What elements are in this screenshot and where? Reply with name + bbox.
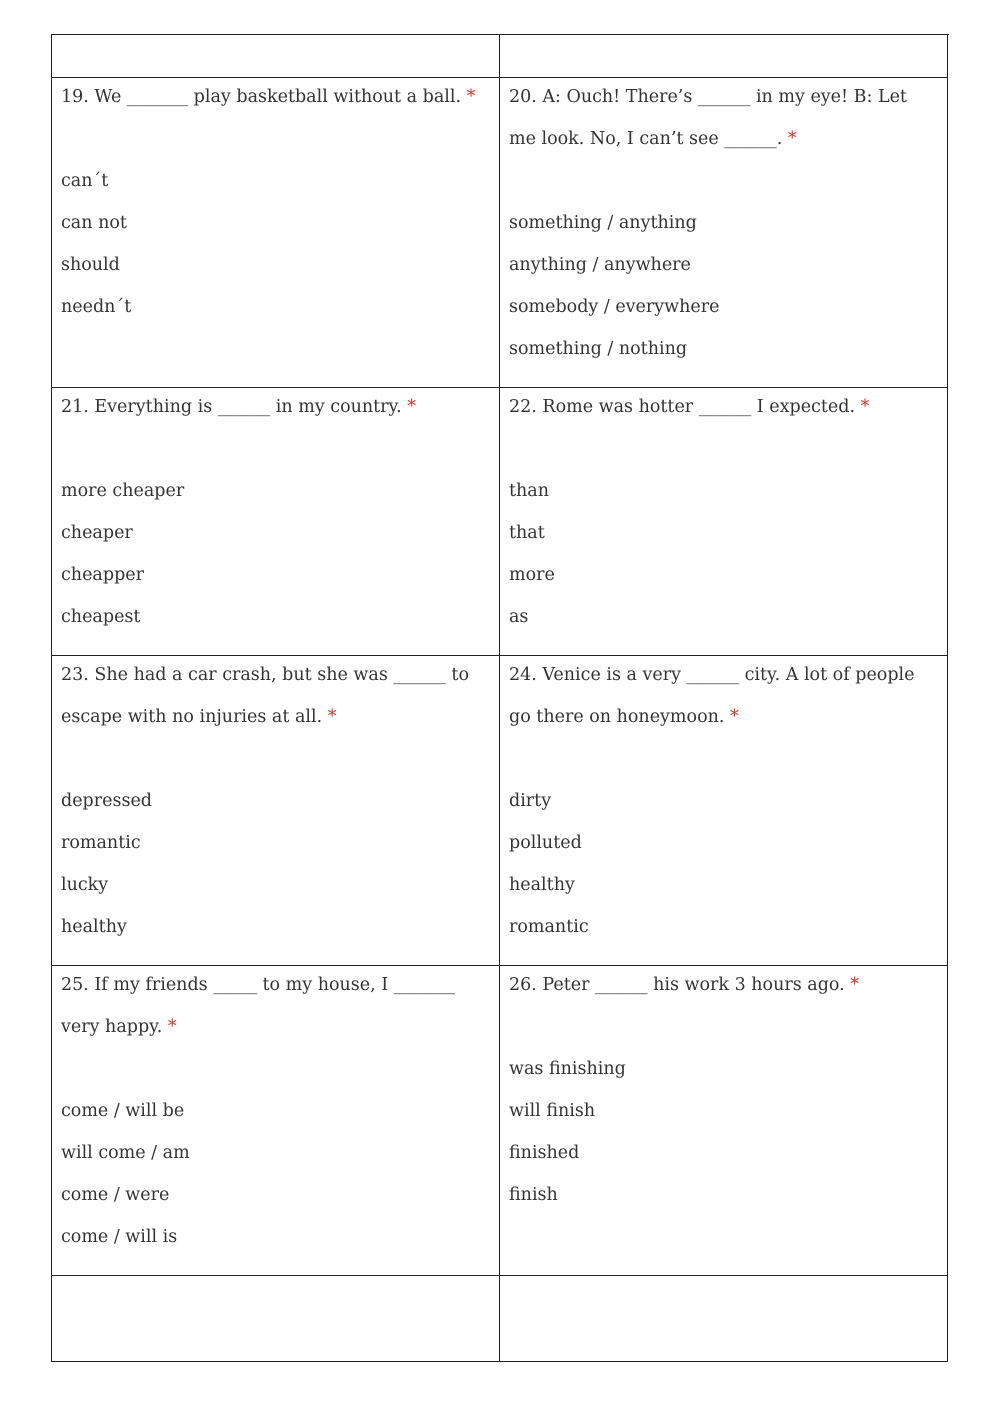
required-star: *: [730, 707, 739, 727]
answer-option[interactable]: than: [509, 481, 550, 501]
option-list: [61, 1090, 490, 1258]
answer-option[interactable]: more cheaper: [61, 481, 185, 501]
table-row: [52, 388, 949, 656]
option-list: [61, 160, 490, 328]
answer-option[interactable]: romantic: [61, 833, 141, 853]
answer-option[interactable]: needn´t: [61, 297, 132, 317]
answer-option[interactable]: that: [509, 523, 545, 543]
answer-option[interactable]: cheaper: [61, 523, 133, 543]
empty-cell: [500, 35, 948, 78]
answer-option[interactable]: was finishing: [509, 1059, 626, 1079]
answer-option[interactable]: anything / anywhere: [509, 255, 691, 275]
table-row: [52, 78, 949, 388]
option-list: [509, 1048, 938, 1216]
answer-option[interactable]: should: [61, 255, 120, 275]
required-star: *: [850, 975, 860, 995]
answer-option[interactable]: something / nothing: [509, 339, 688, 359]
answer-option[interactable]: come / will be: [61, 1101, 185, 1121]
question-text: 26. Peter ______ his work 3 hours ago. *: [509, 975, 860, 995]
option-list: [61, 780, 490, 948]
question-text: 19. We _______ play basketball without a ball. *: [61, 87, 476, 107]
answer-option[interactable]: finish: [509, 1185, 558, 1205]
question-cell-21: [52, 388, 500, 656]
required-star: *: [167, 1017, 177, 1037]
answer-option[interactable]: come / were: [61, 1185, 170, 1205]
answer-option[interactable]: cheapper: [61, 565, 144, 585]
answer-option[interactable]: healthy: [61, 917, 127, 937]
question-cell-22: [500, 388, 948, 656]
table-row: [52, 35, 949, 78]
question-cell-20: [500, 78, 948, 388]
table-row: [52, 966, 949, 1276]
required-star: *: [407, 397, 417, 417]
answer-option[interactable]: somebody / everywhere: [509, 297, 720, 317]
answer-option[interactable]: romantic: [509, 917, 589, 937]
answer-option[interactable]: more: [509, 565, 555, 585]
option-list: [509, 202, 938, 370]
question-text: 20. A: Ouch! There’s ______ in my eye! B: Let me look. No, I can’t see ______. *: [509, 87, 907, 149]
answer-option[interactable]: will finish: [509, 1101, 596, 1121]
question-text: 22. Rome was hotter ______ I expected. *: [509, 397, 870, 417]
question-text: 21. Everything is ______ in my country. *: [61, 397, 417, 417]
answer-option[interactable]: lucky: [61, 875, 109, 895]
table-row: [52, 656, 949, 966]
question-text: 25. If my friends _____ to my house, I _______ very happy. *: [61, 975, 455, 1037]
question-cell-25: [52, 966, 500, 1276]
empty-cell: [52, 1276, 500, 1362]
answer-option[interactable]: come / will is: [61, 1227, 178, 1247]
question-cell-19: [52, 78, 500, 388]
option-list: [509, 470, 938, 638]
option-list: [61, 470, 490, 638]
answer-option[interactable]: finished: [509, 1143, 580, 1163]
required-star: *: [787, 129, 797, 149]
answer-option[interactable]: can´t: [61, 171, 109, 191]
answer-option[interactable]: will come / am: [61, 1143, 190, 1163]
required-star: *: [466, 87, 476, 107]
empty-cell: [500, 1276, 948, 1362]
answer-option[interactable]: as: [509, 607, 529, 627]
question-cell-23: [52, 656, 500, 966]
answer-option[interactable]: depressed: [61, 791, 153, 811]
question-cell-26: [500, 966, 948, 1276]
required-star: *: [327, 707, 337, 727]
table-row: [52, 1276, 949, 1362]
answer-option[interactable]: polluted: [509, 833, 582, 853]
empty-cell: [52, 35, 500, 78]
question-text: 24. Venice is a very ______ city. A lot of people go there on honeymoon. *: [509, 665, 915, 727]
option-list: [509, 780, 938, 948]
answer-option[interactable]: healthy: [509, 875, 575, 895]
answer-option[interactable]: can not: [61, 213, 127, 233]
answer-option[interactable]: dirty: [509, 791, 552, 811]
question-cell-24: [500, 656, 948, 966]
required-star: *: [860, 397, 870, 417]
worksheet-table: [51, 34, 949, 1362]
question-text: 23. She had a car crash, but she was ______ to escape with no injuries at all. *: [61, 665, 470, 727]
answer-option[interactable]: cheapest: [61, 607, 141, 627]
answer-option[interactable]: something / anything: [509, 213, 697, 233]
